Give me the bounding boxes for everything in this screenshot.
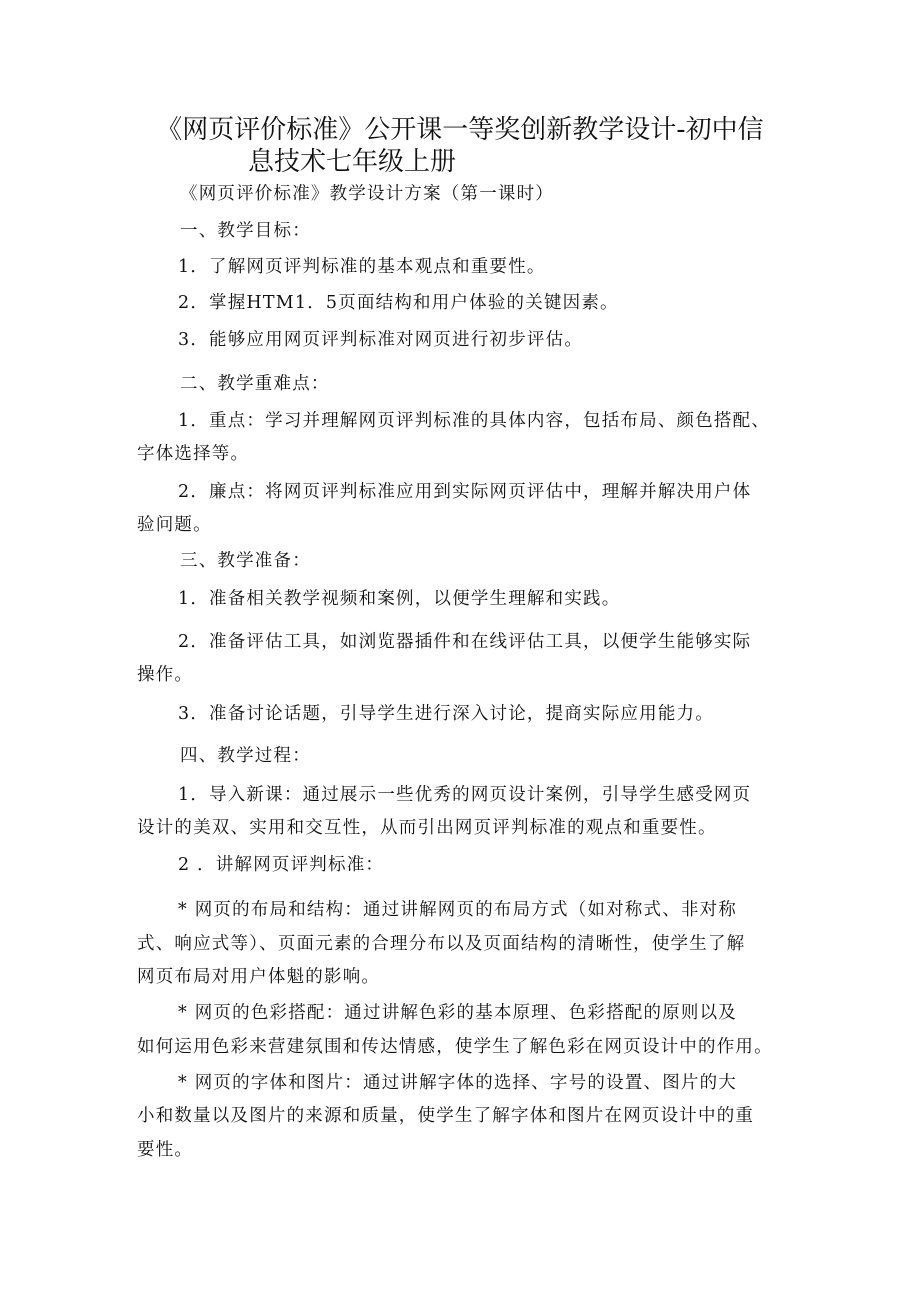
process-bullet: * 网页的布局和结构：通过讲解网页的布局方式（如对称式、非对称: [178, 900, 738, 920]
objective-item: 1．了解网页评判标准的基本观点和重要性。: [178, 257, 546, 277]
preparation-item: 3．准备讨论话题，引导学生进行深入讨论，提商实际应用能力。: [178, 704, 714, 724]
process-bullet-continued: 要性。: [137, 1140, 194, 1160]
process-bullet: * 网页的字体和图片：通过讲解字体的选择、字号的设置、图片的大: [178, 1073, 738, 1093]
document-title-line-2: 息技术七年级上册: [247, 147, 456, 177]
preparation-item-continued: 操作。: [137, 665, 194, 685]
section-heading-objectives: 一、教学目标：: [180, 221, 311, 241]
process-bullet-continued: 如何运用色彩来营建氛围和传达情感，使学生了解色彩在网页设计中的作用。: [137, 1037, 773, 1057]
process-bullet: * 网页的色彩搭配：通过讲解色彩的基本原理、色彩搭配的原则以及: [178, 1003, 738, 1023]
process-item: 2 ．讲解网页评判标准：: [178, 855, 385, 875]
key-point-item-continued: 验问题。: [137, 515, 212, 535]
preparation-item: 2．准备评估工具，如浏览器插件和在线评估工具，以便学生能够实际: [178, 632, 752, 652]
process-item-continued: 设计的美双、实用和交互性，从而引出网页评判标准的观点和重要性。: [137, 818, 717, 838]
key-point-item: 2．廉点：将网页评判标准应用到实际网页评估中，理解并解决用户体: [178, 482, 752, 502]
section-heading-process: 四、教学过程：: [180, 746, 311, 766]
document-title-line-1: 《网页评价标准》公开课一等奖创新教学设计-初中信: [156, 115, 764, 145]
process-item: 1．导入新课：通过展示一些优秀的网页设计案例，引导学生感受网页: [178, 785, 752, 805]
key-point-item-continued: 字体选择等。: [137, 444, 250, 464]
objective-item: 3．能够应用网页评判标准对网页进行初步评估。: [178, 330, 584, 350]
key-point-item: 1．重点：学习并理解网页评判标准的具体内容，包括布局、颜色搭配、: [178, 411, 771, 431]
process-bullet-continued: 式、响应式等）、页面元素的合理分布以及页面结构的清晰性，使学生了解: [137, 934, 746, 954]
section-heading-preparation: 三、教学准备：: [180, 551, 311, 571]
document-subtitle: 《网页评价标准》教学设计方案（第一课时）: [180, 184, 554, 204]
process-bullet-continued: 小和数量以及图片的来源和质量，使学生了解字体和图片在网页设计中的重: [137, 1106, 755, 1126]
objective-item: 2．掌握HTM1．5页面结构和用户体验的关键因素。: [178, 293, 619, 313]
preparation-item: 1．准备相关教学视频和案例，以便学生理解和实践。: [178, 589, 621, 609]
section-heading-key-points: 二、教学重难点：: [180, 374, 330, 394]
process-bullet-continued: 网页布局对用户体魁的影响。: [137, 967, 381, 987]
